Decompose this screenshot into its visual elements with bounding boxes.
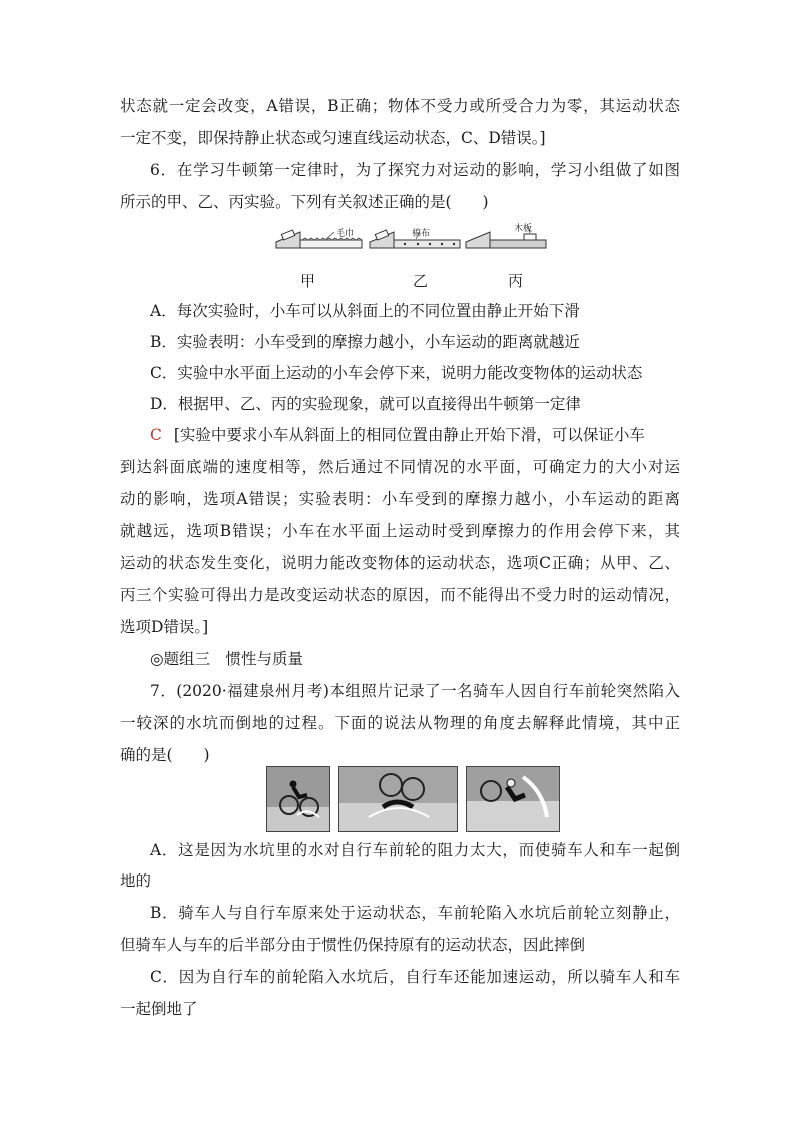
- text-line: 一定不变，即保持静止状态或匀速直线运动状态，C、D错误。]: [120, 129, 546, 147]
- option-a: A．每次实验时，小车可以从斜面上的不同位置由静止开始下滑: [150, 302, 580, 320]
- text-line: 丙三个实验可得出力是改变运动状态的原因，而不能得出不受力时的运动情况，: [120, 586, 680, 604]
- text-line: 但骑车人与车的后半部分由于惯性仍保持原有的运动状态，因此摔倒: [120, 936, 586, 954]
- text-line: 就越远，选项B错误；小车在水平面上运动时受到摩擦力的作用会停下来，其: [120, 522, 680, 540]
- text-line: 到达斜面底端的速度相等，然后通过不同情况的水平面，可确定力的大小对运: [120, 458, 680, 476]
- experiment-figure: [270, 218, 550, 268]
- option-c: C．实验中水平面上运动的小车会停下来，说明力能改变物体的运动状态: [150, 364, 643, 382]
- text-line: 一起倒地了: [120, 1000, 198, 1018]
- option-d: D．根据甲、乙、丙的实验现象，就可以直接得出牛顿第一定律: [150, 395, 581, 413]
- figure-label-bing: 丙: [508, 272, 524, 290]
- question-7-stem: 7．(2020·福建泉州月考)本组照片记录了一名骑车人因自行车前轮突然陷入: [150, 682, 680, 700]
- board-setup: [466, 226, 546, 248]
- option-a: A．这是因为水坑里的水对自行车前轮的阻力太大，而使骑车人和车一起倒: [150, 841, 680, 859]
- text-line: 状态就一定会改变，A错误，B正确；物体不受力或所受合力为零，其运动状态: [120, 97, 680, 115]
- question-6-stem: 6．在学习牛顿第一定律时，为了探究力对运动的影响，学习小组做了如图: [150, 161, 680, 179]
- text-line: 地的: [120, 872, 152, 890]
- figure-label-jia: 甲: [300, 272, 316, 290]
- question-7-stem: 一较深的水坑而倒地的过程。下面的说法从物理的角度去解释此情境，其中正: [120, 714, 680, 732]
- figure-label-yi: 乙: [413, 272, 429, 290]
- photo-3: [466, 766, 560, 832]
- text-line: 运动的状态发生变化，说明力能改变物体的运动状态，选项C正确；从甲、乙、: [120, 554, 680, 572]
- photo-1: [266, 766, 330, 832]
- board-label: 木板: [514, 224, 533, 234]
- text-line: 选项D错误。]: [120, 618, 209, 636]
- question-6-stem: 所示的甲、乙、丙实验。下列有关叙述正确的是( ): [120, 193, 489, 211]
- answer-text: [实验中要求小车从斜面上的相同位置由静止开始下滑，可以保证小车: [173, 426, 645, 444]
- option-c: C．因为自行车的前轮陷入水坑后，自行车还能加速运动，所以骑车人和车: [150, 968, 680, 986]
- option-b: B．骑车人与自行车原来处于运动状态，车前轮陷入水坑后前轮立刻静止，: [150, 904, 680, 922]
- section-heading: ◎题组三 惯性与质量: [150, 650, 304, 668]
- option-b: B．实验表明：小车受到的摩擦力越小，小车运动的距离就越近: [150, 333, 580, 351]
- text-line: 动的影响，选项A错误；实验表明：小车受到的摩擦力越小，小车运动的距离: [120, 490, 680, 508]
- question-7-stem: 确的是( ): [120, 746, 210, 764]
- cotton-label: 棉布: [412, 229, 431, 239]
- towel-label: 毛巾: [336, 229, 355, 239]
- answer-letter: C: [150, 426, 162, 444]
- answer-explanation: [150, 425, 680, 445]
- photo-2: [338, 766, 458, 832]
